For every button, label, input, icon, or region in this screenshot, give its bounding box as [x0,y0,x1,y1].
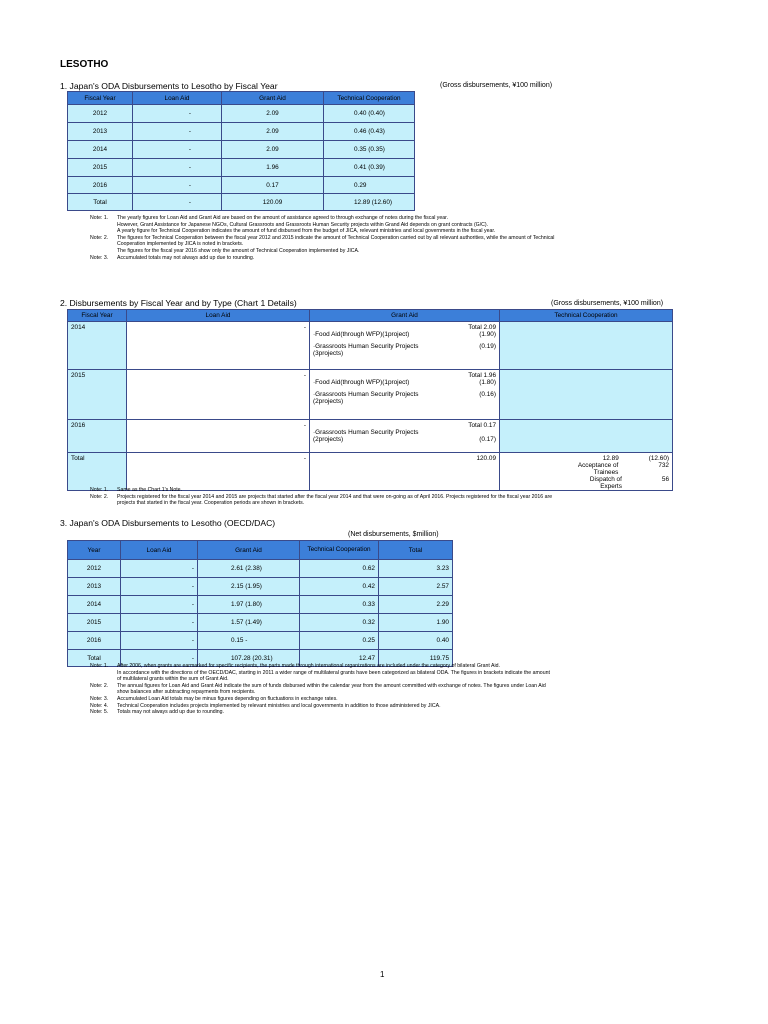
section-3-notes [90,663,555,716]
note-label: Note: 1. [90,663,109,669]
cell: 2015 [68,614,121,632]
note-label: Note: 2. [90,234,109,241]
note-label: Note: 3. [90,695,109,702]
note-text: Totals may not always add up due to rounding. [117,709,224,716]
cell: - [133,159,222,177]
tc-total-cell [500,453,673,491]
cell: - [133,194,222,211]
note-text: Accumulated Loan Aid totals may be minus figures depending on fluctuations in exchange rates. [117,695,338,702]
col-header: Technical Cooperation [500,310,673,322]
cell: 0.15 - [198,632,300,650]
table-row [68,560,453,578]
table-row [68,632,453,650]
grant-amount: (1.80) [479,379,496,386]
grant-item: ·Grassroots Human Security Projects (3projects) [313,343,419,357]
table-row-total [68,453,673,491]
table-row [68,177,415,194]
cell: - [127,370,310,420]
cell: - [121,632,198,650]
note-label: Note: 2. [90,493,109,500]
grant-item: ·Food Aid(through WFP)(1project) [313,331,410,338]
oda-fiscal-year-table [67,91,415,211]
note-text: However, Grant Assistance for Japanese NGOs, Cultural Grassroots and Grassroots Human Security projects within Grand Aid depends on grant contracts (G/C). [117,221,489,228]
col-header: Loan Aid [133,92,222,105]
note-label: Note: 1. [90,215,109,221]
cell: 2014 [68,322,127,370]
cell: 2.15 (1.95) [198,578,300,596]
grant-item: ·Grassroots Human Security Projects (2projects) [313,429,419,443]
cell: - [121,596,198,614]
cell: - [121,650,198,667]
tc-item: Dispatch of Experts [589,476,622,490]
table-row [68,578,453,596]
note-label: Note: 4. [90,702,109,709]
grant-total: Total 1.96 [468,372,496,379]
cell: 2014 [68,596,121,614]
tc-total: 12.89 [602,455,619,462]
note-label [90,248,117,255]
col-header: Year [68,541,121,560]
tc-cell [500,370,673,420]
cell: 0.32 [300,614,379,632]
table-row [68,322,673,370]
note-text: The annual figures for Loan Aid and Grant Aid indicate the sum of funds disbursed within the calendar year from the amount committed with exchange of notes. The figures under Loan Aid show balances after subtracting repayments from recipients. [117,682,546,696]
section-2-unit: (Gross disbursements, ¥100 million) [551,300,664,307]
cell: 0.33 [300,596,379,614]
cell: - [121,560,198,578]
table-row [68,420,673,453]
table-row [68,141,415,159]
cell: - [121,578,198,596]
table-row [68,159,415,177]
cell: 107.28 (20.31) [198,650,300,667]
cell: 0.62 [300,560,379,578]
col-header: Loan Aid [127,310,310,322]
grant-amount: (0.17) [479,436,496,443]
cell: 0.40 [379,632,453,650]
section-1-notes [90,215,555,261]
cell: 2.61 (2.38) [198,560,300,578]
cell: 119.75 [379,650,453,667]
table-row-total [68,194,415,211]
cell: 2.09 [222,123,324,141]
cell: 0.41 (0.39) [324,159,415,177]
col-header: Grant Aid [198,541,300,560]
oecd-dac-table [67,540,453,667]
cell: 1.90 [379,614,453,632]
cell: 2012 [68,560,121,578]
grant-amount: (0.16) [479,391,496,398]
cell: 120.09 [310,453,500,491]
grant-item: ·Food Aid(through WFP)(1project) [313,379,410,386]
cell: 2013 [68,123,133,141]
cell: 3.23 [379,560,453,578]
cell: 2012 [68,105,133,123]
cell: - [127,420,310,453]
cell: 120.09 [222,194,324,211]
note-text: In accordance with the directions of the OECD/DAC, starting in 2011 a wider range of multilateral grants have been categorized as bilateral ODA. The figures in brackets indicate the amount of multilateral grants within the sum of Grant Aid. [117,669,550,683]
col-header: Technical Cooperation [300,541,379,560]
grant-aid-cell [310,370,500,420]
cell: 2015 [68,159,133,177]
grant-aid-cell [310,420,500,453]
section-3-unit: (Net disbursements, $million) [348,531,439,538]
note-label [90,222,117,229]
cell: - [133,123,222,141]
table-row [68,370,673,420]
col-header: Loan Aid [121,541,198,560]
cell: 2016 [68,177,133,194]
cell: - [133,141,222,159]
disbursement-by-type-table [67,309,673,491]
page-title: LESOTHO [60,59,109,70]
section-3-heading: 3. Japan's ODA Disbursements to Lesotho (OECD/DAC) [60,518,276,528]
tc-cell [500,322,673,370]
grant-amount: (0.19) [479,343,496,350]
col-header: Technical Cooperation [324,92,415,105]
section-1-heading: 1. Japan's ODA Disbursements to Lesotho by Fiscal Year [60,81,278,91]
col-header: Total [379,541,453,560]
table-row [68,123,415,141]
cell: 2.29 [379,596,453,614]
section-2-notes [90,487,560,507]
cell: - [133,105,222,123]
cell: - [127,453,310,491]
cell: 2013 [68,578,121,596]
cell: 12.89 (12.60) [324,194,415,211]
note-label [90,228,117,235]
col-header: Fiscal Year [68,310,127,322]
grant-amount: (1.90) [479,331,496,338]
cell: 2.57 [379,578,453,596]
page-number: 1 [380,970,385,979]
cell: 1.57 (1.49) [198,614,300,632]
cell: 1.96 [222,159,324,177]
cell: 0.46 (0.43) [324,123,415,141]
note-text: After 2006, when grants are earmarked for specific recipients, the parts made through international organizations are included under the category of bilateral Grant Aid. [117,663,500,669]
cell: Total [68,650,121,667]
cell: 0.35 (0.35) [324,141,415,159]
cell: 2016 [68,632,121,650]
cell: - [127,322,310,370]
cell: Total [68,194,133,211]
grant-aid-cell [310,322,500,370]
note-text: Projects registered for the fiscal year 2014 and 2015 are projects that started after the fiscal year 2014 and that were on-going as of April 2016. Projects registered for the fiscal year 2016 are projects that started in the fiscal year. Cooperation periods are shown in brackets. [117,493,553,507]
table-row [68,596,453,614]
cell: 12.47 [300,650,379,667]
cell: 0.40 (0.40) [324,105,415,123]
cell: 1.97 (1.80) [198,596,300,614]
tc-total-jica: (12.60) [648,455,669,462]
note-label [90,670,117,683]
note-text: Same as the Chart 1's Note. [117,487,183,493]
grant-item: ·Grassroots Human Security Projects (2projects) [313,391,419,405]
cell: 0.17 [222,177,324,194]
cell: 2.09 [222,105,324,123]
cell: - [121,614,198,632]
cell: 0.25 [300,632,379,650]
note-text: Technical Cooperation includes projects implemented by relevant ministries and local governments in addition to those administered by JICA. [117,702,441,709]
section-2-heading: 2. Disbursements by Fiscal Year and by Type (Chart 1 Details) [60,298,297,308]
cell: - [133,177,222,194]
col-header: Grant Aid [222,92,324,105]
cell: 0.42 [300,578,379,596]
grant-total: Total 2.09 [468,324,496,331]
note-label: Note: 1. [90,487,109,493]
col-header: Fiscal Year [68,92,133,105]
section-1-unit: (Gross disbursements, ¥100 million) [440,82,553,89]
cell: 2015 [68,370,127,420]
cell: Total [68,453,127,491]
grant-total: Total 0.17 [468,422,496,429]
cell: 2016 [68,420,127,453]
col-header: Grant Aid [310,310,500,322]
cell: 0.29 [324,177,415,194]
tc-item-value: 732 [658,462,669,469]
note-text: The yearly figures for Loan Aid and Grant Aid are based on the amount of assistance agreed to through exchange of notes during the fiscal year. [117,215,449,221]
cell: 2.09 [222,141,324,159]
table-row [68,614,453,632]
note-text: Accumulated totals may not always add up due to rounding. [117,254,255,261]
tc-item: Acceptance of Trainees [577,462,619,476]
note-label: Note: 3. [90,254,109,261]
table-row [68,105,415,123]
tc-item-value: 56 [661,476,669,483]
cell: 2014 [68,141,133,159]
note-text: The figures for the fiscal year 2016 show only the amount of Technical Cooperation implemented by JICA. [117,247,360,254]
note-text: A yearly figure for Technical Cooperation indicates the amount of fund disbursed from the budget of JICA, relevant ministries and local governments in the fiscal year. [117,228,496,235]
note-label: Note: 5. [90,709,109,716]
tc-cell [500,420,673,453]
note-text: The figures for Technical Cooperation between the fiscal year 2012 and 2015 indicate the amount of Technical Cooperation carried out by all relevant authorities, while the amount of Technical Cooperation implemented by JICA is noted in brackets. [117,234,555,248]
note-label: Note: 2. [90,682,109,689]
